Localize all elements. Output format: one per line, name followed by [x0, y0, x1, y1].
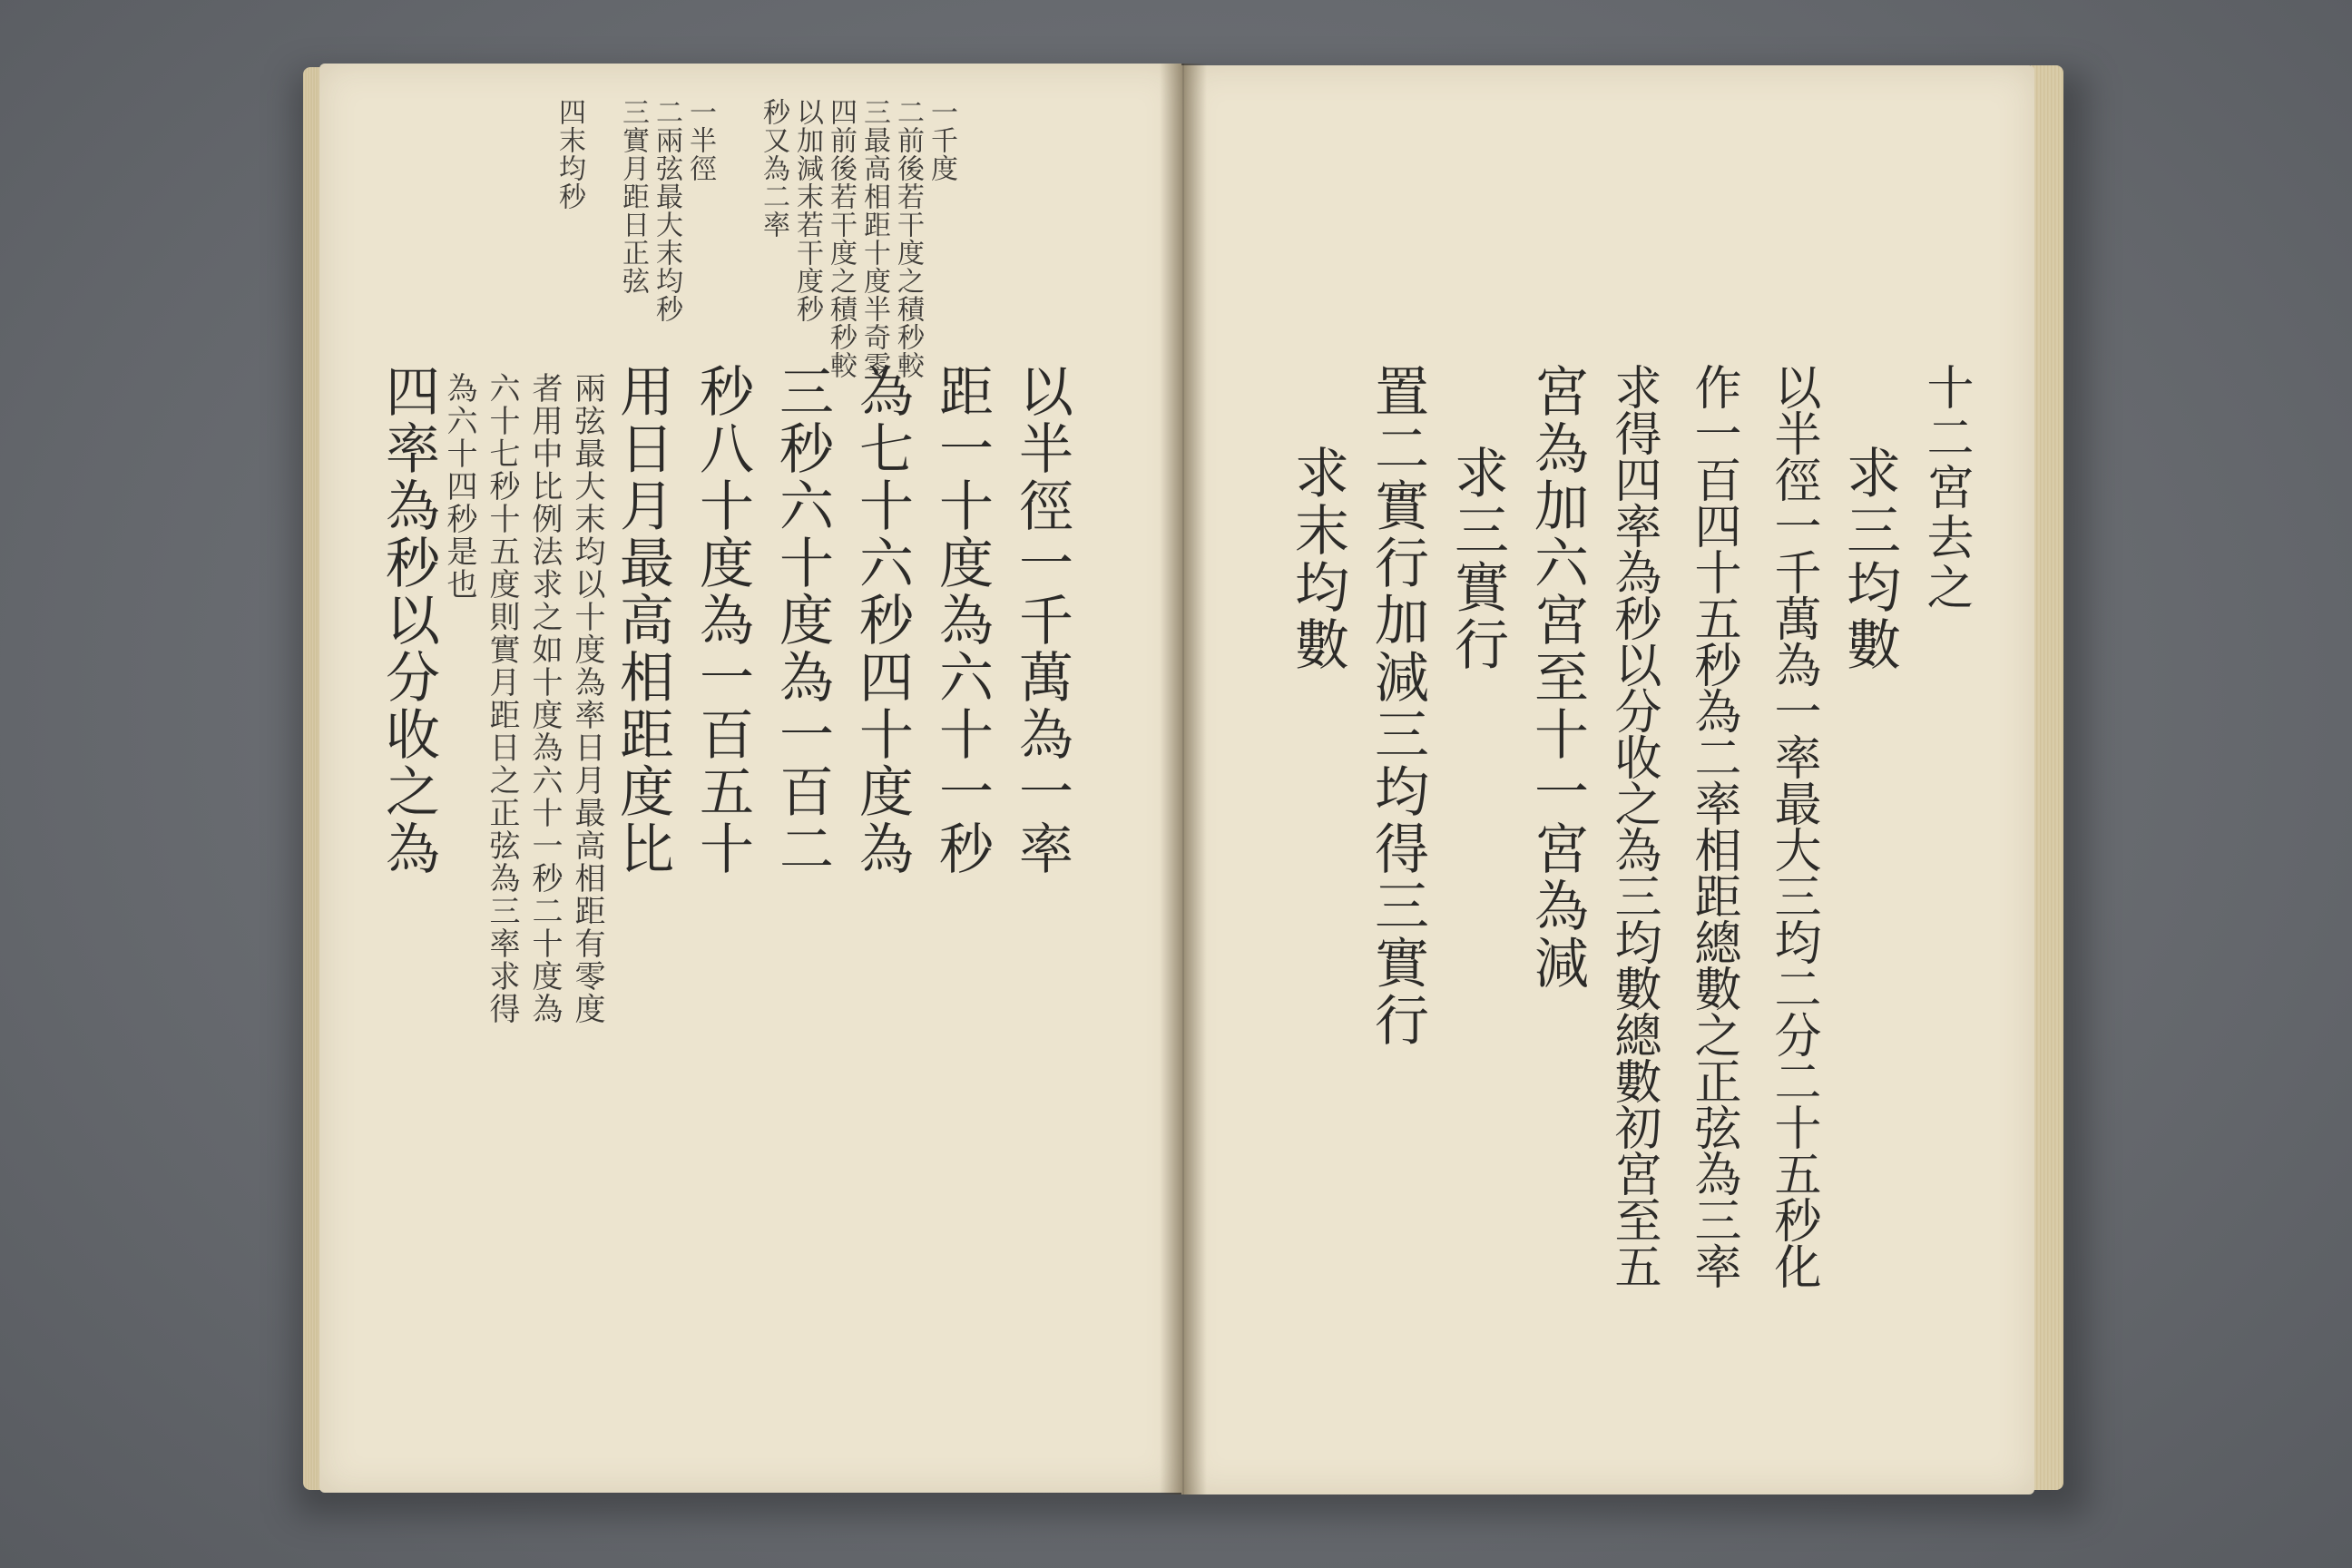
definition-1: 一半徑	[684, 98, 716, 182]
right-column-6: 宮為加六宮至十一宮為減	[1525, 363, 1589, 992]
right-column-8: 置二實行加減三均得三實行	[1366, 363, 1429, 1049]
left-main-column-4: 三秒六十度為一百二	[770, 363, 834, 877]
right-column-7: 求三實行	[1446, 445, 1509, 673]
right-column-9: 求末均數	[1286, 445, 1349, 673]
left-main-column-5: 秒八十度為一百五十	[691, 363, 754, 877]
left-main-column-3: 為七十六秒四十度為	[850, 363, 914, 877]
small-note-1: 一千度	[926, 98, 957, 182]
left-main-column-2: 距一十度為六十一秒	[930, 363, 994, 877]
left-subnote-4: 為六十四秒是也	[441, 372, 477, 601]
definition-4: 四末均秒	[554, 98, 585, 211]
right-column-1: 十二宮去之	[1918, 363, 1973, 612]
definition-2: 二兩弦最大末均秒	[651, 98, 682, 323]
definition-3: 三實月距日正弦	[617, 98, 649, 295]
small-note-6: 秒又為二率	[758, 98, 789, 239]
left-main-column-7: 四率為秒以分收之為	[377, 363, 440, 877]
left-main-column-1: 以半徑一千萬為一率	[1010, 363, 1073, 877]
book-gutter	[1160, 64, 1207, 1494]
left-subnote-2: 者用中比例法求之如十度為六十一秒二十度為	[526, 372, 563, 1025]
right-column-5: 求得四率為秒以分收之為三均數總數初宮至五	[1606, 363, 1661, 1289]
small-note-4: 四前後若干度之積秒較	[825, 98, 857, 379]
right-page-edges	[2031, 65, 2063, 1490]
left-main-column-6: 用日月最高相距度比	[611, 363, 674, 877]
left-subnote-3: 六十七秒十五度則實月距日之正弦為三率求得	[484, 372, 520, 1025]
right-column-3: 以半徑一千萬為一率最大三均二分二十五秒化	[1766, 363, 1820, 1289]
small-note-5: 以加減末若干度秒	[791, 98, 823, 323]
right-column-4: 作一百四十五秒為二率相距總數之正弦為三率	[1686, 363, 1740, 1289]
right-column-2: 求三均數	[1838, 445, 1901, 673]
left-subnote-1: 兩弦最大末均以十度為率日月最高相距有零度	[569, 372, 605, 1025]
small-note-2: 二前後若干度之積秒較	[892, 98, 924, 379]
small-note-3: 三最高相距十度半奇零	[858, 98, 890, 379]
